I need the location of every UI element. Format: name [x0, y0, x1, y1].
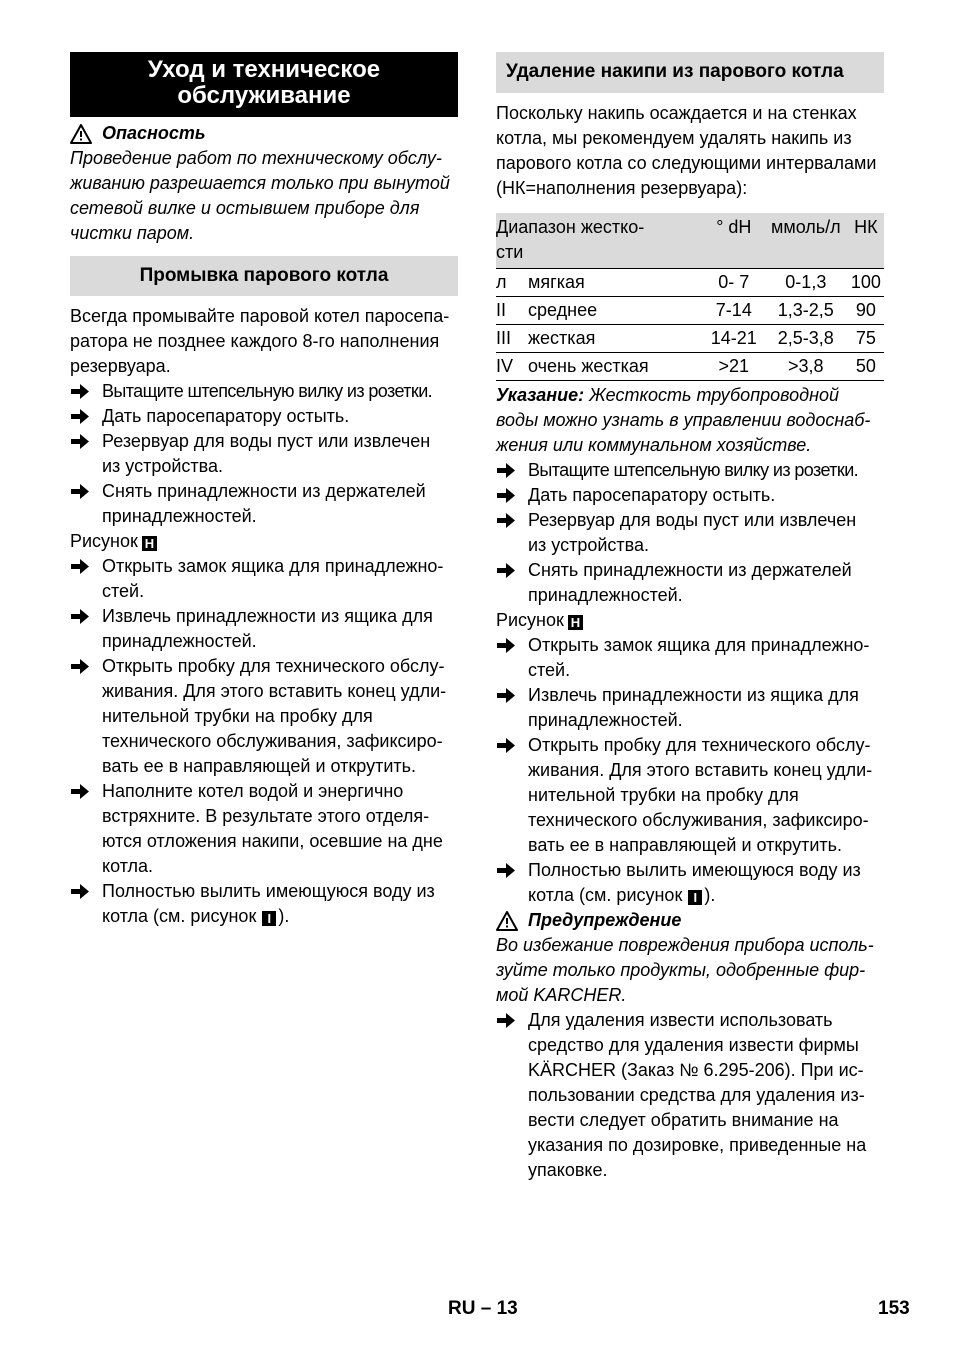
list-item [70, 479, 458, 529]
text-line: чистки паром. [70, 223, 195, 243]
text-line: воды можно узнать в управлении водоснаб- [496, 410, 871, 430]
text-line: Наполните котел водой и энергично [102, 781, 404, 801]
column-header: ммоль/л [770, 217, 841, 237]
list-item [70, 379, 458, 404]
arrow-right-icon [70, 783, 90, 800]
text-line: из устройства. [528, 535, 650, 555]
intro-paragraph [70, 304, 458, 379]
table-cell: 14-21 [704, 325, 764, 353]
warning-heading [496, 908, 884, 933]
table-header-row [496, 213, 884, 269]
text-line: Дать паросепаратору остыть. [528, 485, 776, 505]
title-line: обслуживание [177, 82, 351, 109]
intro-paragraph [496, 101, 884, 201]
text-line: Проведение работ по техническому обслу- [70, 148, 442, 168]
text-line: Открыть замок ящика для принадлежно- [102, 556, 444, 576]
table-cell: л [496, 269, 528, 297]
list-item [70, 779, 458, 879]
figure-label: Рисунок [70, 531, 138, 551]
list-item [496, 633, 884, 683]
table-cell: 0- 7 [704, 269, 764, 297]
text-line: Резервуар для воды пуст или извлечен [102, 431, 431, 451]
text-line: котла, мы рекомендуем удалять накипь из [496, 128, 852, 148]
footer-section-label: RU – 13 [448, 1298, 518, 1319]
column-header: НК [854, 217, 878, 237]
text-line: резервуара. [70, 356, 171, 376]
list-item [496, 1008, 884, 1183]
list-item [70, 604, 458, 654]
text-line: котла. [102, 856, 154, 876]
table-cell: 75 [848, 325, 884, 353]
text-line: из устройства. [102, 456, 224, 476]
arrow-right-icon [496, 512, 516, 529]
figure-reference [70, 529, 458, 554]
text-line: Снять принадлежности из держателей [102, 481, 426, 501]
steps-list [70, 379, 458, 529]
text-line: пользовании средства для удаления из- [528, 1085, 865, 1105]
table-row [496, 325, 884, 353]
table-cell: III [496, 325, 528, 353]
steps-list [70, 554, 458, 929]
text-line: принадлежностей. [102, 506, 257, 526]
steps-list [496, 458, 884, 608]
text-line: котла (см. рисунок [102, 906, 257, 926]
text-line: сетевой вилке и остывшем приборе для [70, 198, 420, 218]
list-item [70, 654, 458, 779]
text-line: Открыть замок ящика для принадлежно- [528, 635, 870, 655]
table-cell: 90 [848, 297, 884, 325]
table-cell: 0-1,3 [764, 269, 848, 297]
arrow-right-icon [496, 1012, 516, 1029]
list-item [496, 458, 884, 483]
text-line: ). [278, 906, 290, 926]
text-line: ратора не позднее каждого 8-го наполнения [70, 331, 440, 351]
table-cell: >3,8 [764, 353, 848, 381]
section-title: Удаление накипи из парового котла [496, 52, 884, 93]
text-line: ). [704, 885, 716, 905]
text-line: вести следует обратить внимание на [528, 1110, 839, 1130]
table-cell: 7-14 [704, 297, 764, 325]
text-line: технического обслуживания, зафиксиро- [528, 810, 869, 830]
figure-letter-badge: I [262, 911, 276, 926]
text-line: Дать паросепаратору остыть. [102, 406, 350, 426]
text-line: вать ее в направляющей и открутить. [528, 835, 842, 855]
text-line: ются отложения накипи, осевшие на дне [102, 831, 443, 851]
arrow-right-icon [70, 483, 90, 500]
text-line: Поскольку накипь осаждается и на стенках [496, 103, 857, 123]
warning-triangle-icon [496, 911, 518, 931]
figure-label: Рисунок [496, 610, 564, 630]
danger-label: Опасность [102, 123, 206, 143]
page-title [70, 52, 458, 117]
text-line: (НК=наполнения резервуара): [496, 178, 748, 198]
table-cell: 1,3-2,5 [764, 297, 848, 325]
text-line: жения или коммунальном хозяйстве. [496, 435, 812, 455]
figure-letter-badge: H [568, 615, 583, 630]
list-item [496, 483, 884, 508]
list-item [70, 879, 458, 929]
text-line: Полностью вылить имеющуюся воду из [102, 881, 435, 901]
arrow-right-icon [496, 637, 516, 654]
list-item [496, 508, 884, 558]
table-cell: мягкая [528, 269, 704, 297]
arrow-right-icon [70, 658, 90, 675]
text-line: Вытащите штепсельную вилку из розетки. [528, 460, 859, 480]
list-item [496, 683, 884, 733]
table-cell: 100 [848, 269, 884, 297]
text-line: Полностью вылить имеющуюся воду из [528, 860, 861, 880]
text-line: Открыть пробку для технического обслу- [528, 735, 871, 755]
table-cell: II [496, 297, 528, 325]
text-line: котла (см. рисунок [528, 885, 683, 905]
text-line: живания. Для этого вставить конец удли- [528, 760, 873, 780]
text-line: Снять принадлежности из держателей [528, 560, 852, 580]
note-paragraph [496, 383, 884, 458]
table-cell: 2,5-3,8 [764, 325, 848, 353]
arrow-right-icon [496, 462, 516, 479]
text-line: упаковке. [528, 1160, 608, 1180]
arrow-right-icon [496, 862, 516, 879]
list-item [70, 429, 458, 479]
text-line: Для удаления извести использовать [528, 1010, 833, 1030]
table-cell: среднее [528, 297, 704, 325]
figure-reference [496, 608, 884, 633]
arrow-right-icon [70, 883, 90, 900]
arrow-right-icon [70, 383, 90, 400]
title-line: Уход и техническое [147, 56, 381, 83]
list-item [70, 554, 458, 604]
text-line: нительной трубки на пробку для [102, 706, 373, 726]
arrow-right-icon [496, 562, 516, 579]
steps-list [496, 633, 884, 908]
left-column [70, 52, 458, 929]
table-cell: IV [496, 353, 528, 381]
table-cell: 50 [848, 353, 884, 381]
text-line: Резервуар для воды пуст или извлечен [528, 510, 857, 530]
text-line: принадлежностей. [102, 631, 257, 651]
text-line: Извлечь принадлежности из ящика для [528, 685, 859, 705]
text-line: стей. [102, 581, 145, 601]
text-line: парового котла со следующими интервалами [496, 153, 877, 173]
text-line: зуйте только продукты, одобренные фир- [496, 960, 866, 980]
section-title: Промывка парового котла [70, 256, 458, 296]
table-row [496, 297, 884, 325]
warning-text [496, 933, 884, 1008]
column-header: ° dH [716, 217, 752, 237]
text-line: Вытащите штепсельную вилку из розетки. [102, 381, 433, 401]
figure-letter-badge: H [142, 536, 157, 551]
list-item [496, 733, 884, 858]
warning-label: Предупреждение [528, 910, 682, 930]
column-header: Диапазон жестко- сти [496, 217, 645, 262]
text-line: Всегда промывайте паровой котел паросепа- [70, 306, 450, 326]
text-line: встряхните. В результате этого отделя- [102, 806, 430, 826]
table-cell: очень жесткая [528, 353, 704, 381]
table-cell: >21 [704, 353, 764, 381]
text-line: принадлежностей. [528, 585, 683, 605]
figure-letter-badge: I [688, 890, 702, 905]
list-item [496, 558, 884, 608]
arrow-right-icon [496, 737, 516, 754]
danger-text [70, 146, 458, 246]
list-item [70, 404, 458, 429]
text-line: стей. [528, 660, 571, 680]
arrow-right-icon [496, 687, 516, 704]
table-row [496, 353, 884, 381]
text-line: средство для удаления извести фирмы [528, 1035, 859, 1055]
text-line: Извлечь принадлежности из ящика для [102, 606, 433, 626]
page-number: 153 [878, 1298, 910, 1319]
arrow-right-icon [70, 608, 90, 625]
list-item [496, 858, 884, 908]
text-line: вать ее в направляющей и открутить. [102, 756, 416, 776]
text-line: технического обслуживания, зафиксиро- [102, 731, 443, 751]
text-line: Открыть пробку для технического обслу- [102, 656, 445, 676]
text-line: мой KARCHER. [496, 985, 627, 1005]
arrow-right-icon [496, 487, 516, 504]
right-column [496, 52, 884, 1183]
text-line: живанию разрешается только при вынутой [70, 173, 450, 193]
text-line: нительной трубки на пробку для [528, 785, 799, 805]
text-line: живания. Для этого вставить конец удли- [102, 681, 447, 701]
text-line: KÄRCHER (Заказ № 6.295-206). При ис- [528, 1060, 864, 1080]
text-line: Во избежание повреждения прибора исполь- [496, 935, 874, 955]
arrow-right-icon [70, 408, 90, 425]
warning-triangle-icon [70, 124, 92, 144]
steps-list [496, 1008, 884, 1183]
table-cell: жесткая [528, 325, 704, 353]
hardness-table [496, 213, 884, 381]
arrow-right-icon [70, 558, 90, 575]
text-line: указания по дозировке, приведенные на [528, 1135, 867, 1155]
note-label: Указание: [496, 385, 585, 405]
text-line: принадлежностей. [528, 710, 683, 730]
table-row [496, 269, 884, 297]
danger-heading [70, 121, 458, 146]
arrow-right-icon [70, 433, 90, 450]
text-line: Жесткость трубопроводной [584, 385, 840, 405]
